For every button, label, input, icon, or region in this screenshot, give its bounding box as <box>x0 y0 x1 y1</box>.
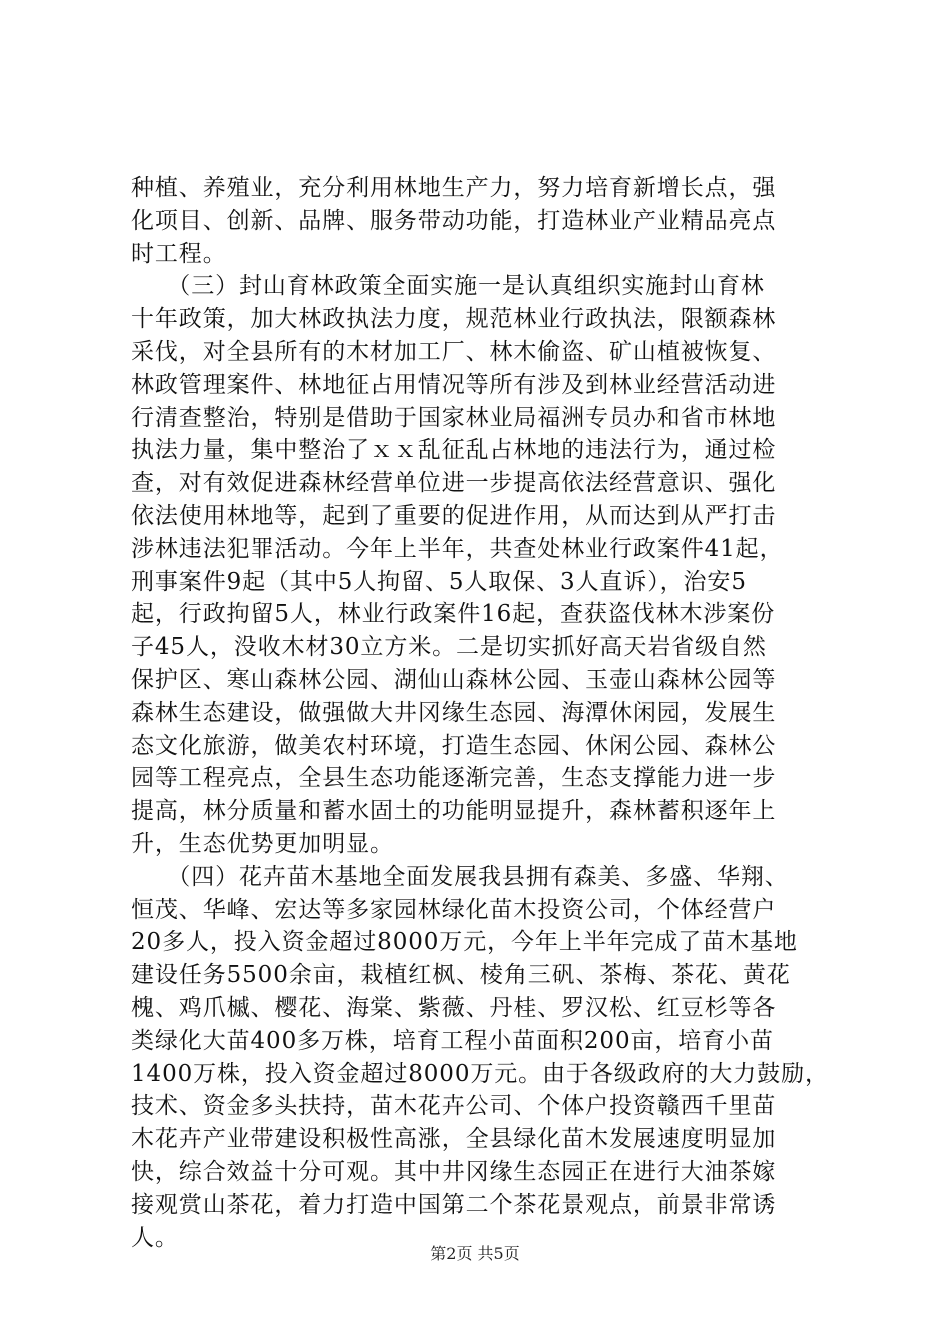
text-line: 提高，林分质量和蓄水固土的功能明显提升，森林蓄积逐年上 <box>131 798 777 825</box>
page-number-footer: 第2页 共5页 <box>430 1244 520 1263</box>
text-line: 恒茂、华峰、宏达等多家园林绿化苗木投资公司，个体经营户 <box>131 896 777 923</box>
text-line: 执法力量，集中整治了ｘｘ乱征乱占林地的违法行为，通过检 <box>131 437 777 464</box>
text-line: 种植、养殖业，充分利用林地生产力，努力培育新增长点，强 <box>131 175 777 201</box>
text-line: 保护区、寒山森林公园、湖仙山森林公园、玉壶山森林公园等 <box>131 666 777 693</box>
text-line: 行清查整治，特别是借助于国家林业局福洲专员办和省市林地 <box>131 404 777 431</box>
text-line: 接观赏山茶花，着力打造中国第二个茶花景观点，前景非常诱 <box>131 1191 777 1218</box>
text-line: 子45人，没收木材30立方米。二是切实抓好高天岩省级自然 <box>131 634 767 661</box>
text-line: 技术、资金多头扶持，苗木花卉公司、个体户投资赣西千里苗 <box>131 1093 777 1120</box>
text-line: 态文化旅游，做美农村环境，打造生态园、休闲公园、森林公 <box>131 732 777 759</box>
text-line: 刑事案件9起（其中5人拘留、5人取保、3人直诉），治安5 <box>131 568 747 595</box>
text-line: 快，综合效益十分可观。其中井冈缘生态园正在进行大油茶嫁 <box>131 1158 777 1185</box>
text-line: 化项目、创新、品牌、服务带动功能，打造林业产业精品亮点 <box>131 207 777 234</box>
text-line: 查，对有效促进森林经营单位进一步提高依法经营意识、强化 <box>131 470 777 497</box>
text-line: 槐、鸡爪槭、樱花、海棠、紫薇、丹桂、罗汉松、红豆杉等各 <box>131 994 777 1021</box>
text-line: 建设任务5500余亩，栽植红枫、棱角三矾、茶梅、茶花、黄花 <box>131 962 791 989</box>
text-line: 类绿化大苗400多万株，培育工程小苗面积200亩，培育小苗 <box>131 1027 774 1054</box>
text-line: 采伐，对全县所有的木材加工厂、林木偷盗、矿山植被恢复、 <box>131 338 777 365</box>
text-line: 时工程。 <box>131 240 227 267</box>
text-line: 森林生态建设，做强做大井冈缘生态园、海潭休闲园，发展生 <box>131 699 777 726</box>
text-line: 人。 <box>131 1224 179 1251</box>
section-heading-line: （四）花卉苗木基地全面发展我县拥有森美、多盛、华翔、 <box>131 863 789 890</box>
text-line: 木花卉产业带建设积极性高涨，全县绿化苗木发展速度明显加 <box>131 1126 777 1153</box>
text-line: 1400万株，投入资金超过8000万元。由于各级政府的大力鼓励， <box>131 1060 829 1087</box>
section-heading-line: （三）封山育林政策全面实施一是认真组织实施封山育林 <box>131 273 765 300</box>
text-line: 涉林违法犯罪活动。今年上半年，共查处林业行政案件41起， <box>131 535 784 562</box>
text-line: 林政管理案件、林地征占用情况等所有涉及到林业经营活动进 <box>131 371 777 398</box>
text-line: 十年政策，加大林政执法力度，规范林业行政执法，限额森林 <box>131 306 777 333</box>
text-line: 升，生态优势更加明显。 <box>131 830 394 857</box>
text-line: 依法使用林地等，起到了重要的促进作用，从而达到从严打击 <box>131 502 777 529</box>
text-line: 起，行政拘留5人，林业行政案件16起，查获盗伐林木涉案份 <box>131 601 776 628</box>
text-line: 20多人，投入资金超过8000万元，今年上半年完成了苗木基地 <box>131 929 798 956</box>
body-text <box>131 172 829 1254</box>
text-line: 园等工程亮点，全县生态功能逐渐完善，生态支撑能力进一步 <box>131 765 777 792</box>
